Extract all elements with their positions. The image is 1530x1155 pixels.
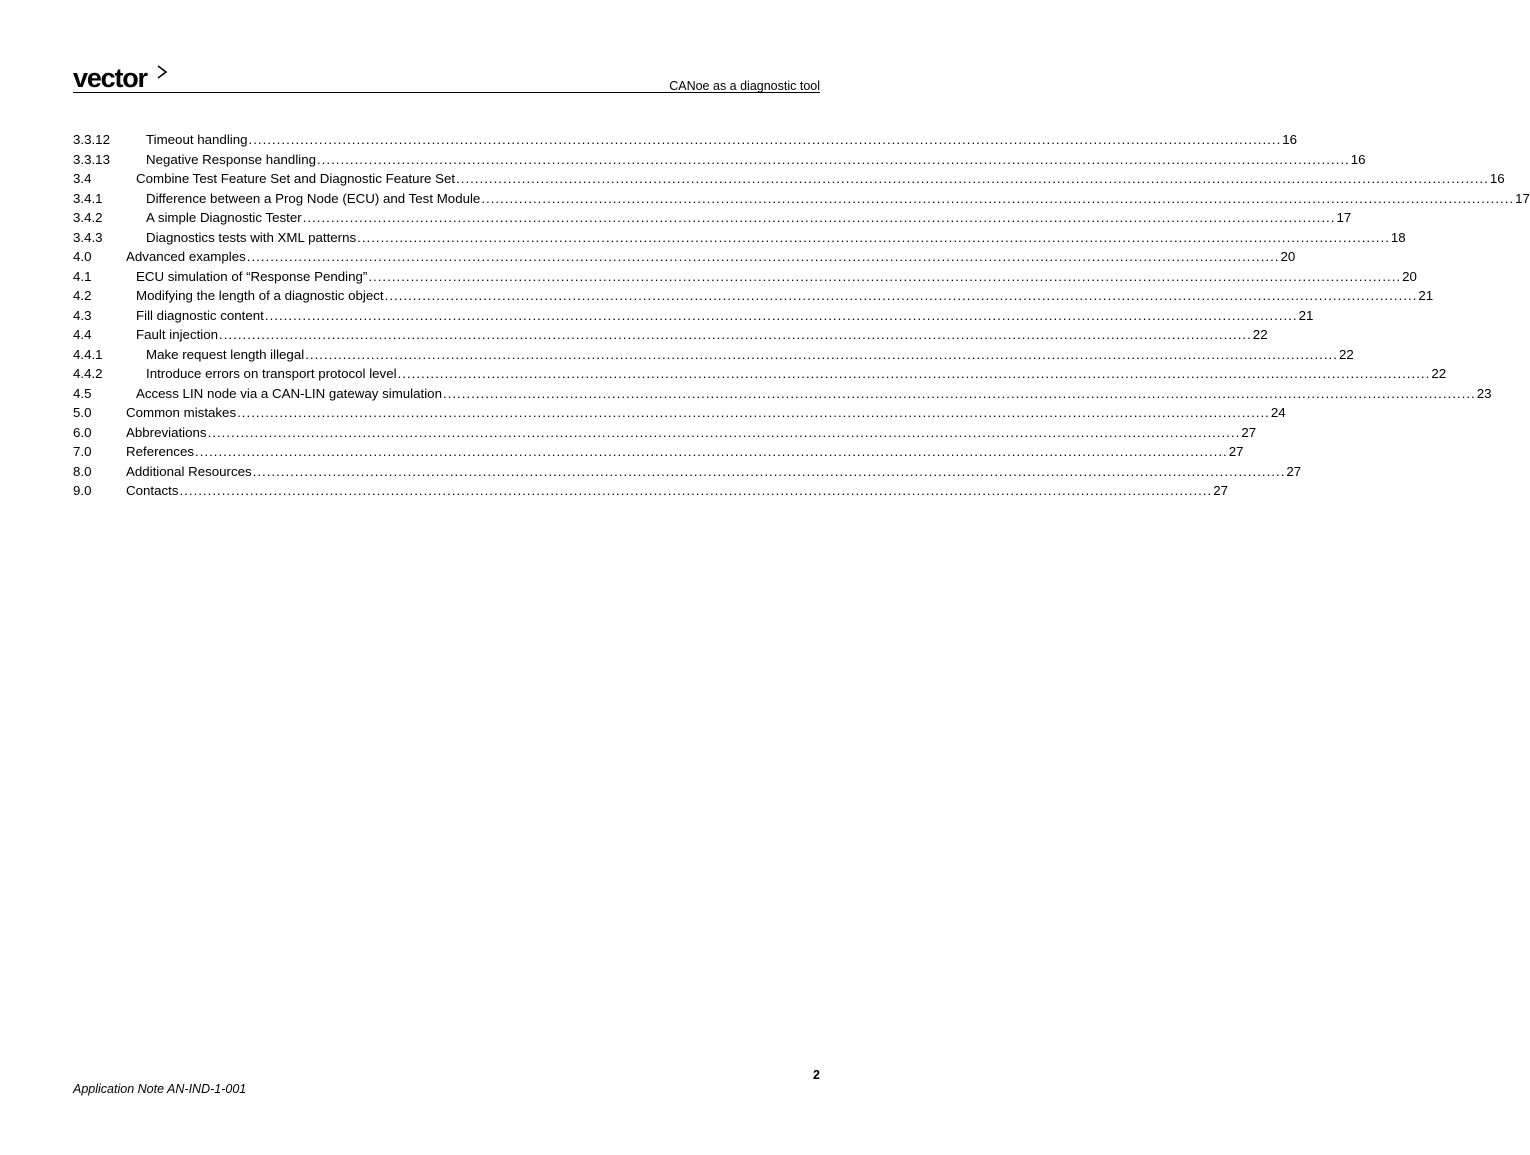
- toc-entry[interactable]: [73, 462, 1302, 482]
- toc-entry-page[interactable]: 22: [1338, 346, 1354, 362]
- toc-dot-leader: ............................................................................................................................................................................................................................: [237, 405, 1270, 420]
- toc-dot-leader: ............................................................................................................................................................................................................................: [384, 288, 1418, 303]
- toc-entry[interactable]: [73, 403, 1286, 423]
- toc-entry-page[interactable]: 22: [1252, 327, 1268, 342]
- toc-entry-page[interactable]: 20: [1280, 249, 1296, 264]
- toc-entry[interactable]: [73, 345, 1354, 365]
- toc-entry-number: 3.4.2: [73, 210, 103, 225]
- toc-entry-page[interactable]: 27: [1228, 444, 1244, 459]
- toc-entry[interactable]: [73, 208, 1352, 228]
- toc-dot-leader: ............................................................................................................................................................................................................................: [207, 424, 1241, 440]
- toc-entry-page[interactable]: 16: [1350, 151, 1366, 167]
- toc-entry[interactable]: [73, 325, 1268, 345]
- toc-entry-page[interactable]: 27: [1286, 463, 1302, 479]
- header-divider: [73, 92, 820, 93]
- toc-entry-title[interactable]: Difference between a Prog Node (ECU) and Test Module: [146, 190, 481, 206]
- toc-entry-title[interactable]: ECU simulation of “Response Pending”: [136, 268, 368, 284]
- toc-entry[interactable]: [73, 247, 1296, 267]
- toc-entry-title[interactable]: Fault injection: [136, 327, 219, 342]
- toc-entry-number: 3.4.1: [73, 190, 103, 206]
- toc-dot-leader: ............................................................................................................................................................................................................................: [368, 268, 1402, 284]
- toc-entry[interactable]: [73, 306, 1314, 326]
- toc-entry-number: 5.0: [73, 405, 92, 420]
- toc-entry-title[interactable]: Access LIN node via a CAN-LIN gateway simulation: [136, 385, 442, 401]
- toc-entry-title[interactable]: Make request length illegal: [146, 346, 305, 362]
- toc-entry-page[interactable]: 27: [1213, 483, 1229, 498]
- toc-entry-number: 6.0: [73, 424, 92, 440]
- toc-entry-title[interactable]: Common mistakes: [126, 405, 237, 420]
- toc-entry-page[interactable]: 16: [1282, 132, 1298, 147]
- toc-entry-title[interactable]: Diagnostics tests with XML patterns: [146, 229, 357, 245]
- toc-dot-leader: ............................................................................................................................................................................................................................: [219, 327, 1252, 342]
- toc-dot-leader: ............................................................................................................................................................................................................................: [481, 190, 1515, 206]
- toc-entry-page[interactable]: 21: [1298, 307, 1314, 323]
- toc-entry-page[interactable]: 23: [1476, 385, 1492, 401]
- toc-dot-leader: ............................................................................................................................................................................................................................: [179, 483, 1213, 498]
- toc-entry-number: 4.1: [73, 268, 92, 284]
- toc-entry-title[interactable]: A simple Diagnostic Tester: [146, 210, 302, 225]
- toc-dot-leader: ............................................................................................................................................................................................................................: [317, 151, 1350, 167]
- toc-entry-title[interactable]: Timeout handling: [146, 132, 248, 147]
- toc-entry-title[interactable]: Contacts: [126, 483, 179, 498]
- toc-entry-number: 4.5: [73, 385, 92, 401]
- toc-entry-number: 7.0: [73, 444, 92, 459]
- toc-entry[interactable]: [73, 364, 1447, 384]
- toc-entry-number: 8.0: [73, 463, 92, 479]
- toc-entry[interactable]: [73, 169, 1505, 189]
- toc-entry-title[interactable]: Advanced examples: [126, 249, 246, 264]
- toc-entry-number: 4.2: [73, 288, 92, 303]
- toc-entry[interactable]: [73, 130, 1298, 150]
- toc-entry-number: 3.3.12: [73, 132, 110, 147]
- toc-entry-title[interactable]: Modifying the length of a diagnostic object: [136, 288, 384, 303]
- toc-entry-number: 3.4: [73, 171, 92, 186]
- toc-dot-leader: ............................................................................................................................................................................................................................: [302, 210, 1336, 225]
- toc-entry[interactable]: [73, 189, 1530, 209]
- toc-entry-page[interactable]: 24: [1270, 405, 1286, 420]
- toc-entry-page[interactable]: 22: [1431, 366, 1447, 381]
- toc-entry[interactable]: [73, 384, 1492, 404]
- toc-entry-title[interactable]: Negative Response handling: [146, 151, 317, 167]
- toc-entry-title[interactable]: Combine Test Feature Set and Diagnostic Feature Set: [136, 171, 456, 186]
- toc-entry-number: 4.4.1: [73, 346, 103, 362]
- toc-entry-page[interactable]: 20: [1402, 268, 1417, 284]
- toc-entry-number: 3.3.13: [73, 151, 110, 167]
- page-number: 2: [813, 1068, 820, 1082]
- toc-entry-number: 4.4: [73, 327, 92, 342]
- toc-entry-page[interactable]: 27: [1241, 424, 1257, 440]
- toc-entry-title[interactable]: Fill diagnostic content: [136, 307, 264, 323]
- toc-entry-page[interactable]: 17: [1336, 210, 1352, 225]
- footer-note: Application Note AN-IND-1-001: [73, 1082, 247, 1096]
- table-of-contents: [73, 130, 1530, 501]
- toc-entry-number: 4.0: [73, 249, 92, 264]
- toc-entry-page[interactable]: 21: [1418, 288, 1434, 303]
- page-header: [73, 62, 820, 94]
- toc-entry-title[interactable]: Abbreviations: [126, 424, 207, 440]
- toc-dot-leader: ............................................................................................................................................................................................................................: [264, 307, 1298, 323]
- toc-entry[interactable]: [73, 228, 1406, 248]
- toc-entry[interactable]: [73, 442, 1244, 462]
- toc-dot-leader: ............................................................................................................................................................................................................................: [248, 132, 1282, 147]
- toc-dot-leader: ............................................................................................................................................................................................................................: [305, 346, 1338, 362]
- toc-entry-title[interactable]: References: [126, 444, 194, 459]
- toc-entry-number: 4.3: [73, 307, 92, 323]
- toc-entry-number: 3.4.3: [73, 229, 103, 245]
- toc-dot-leader: ............................................................................................................................................................................................................................: [397, 366, 1431, 381]
- document-title: CANoe as a diagnostic tool: [669, 79, 820, 93]
- vector-logo-icon: [73, 62, 173, 93]
- toc-dot-leader: ............................................................................................................................................................................................................................: [442, 385, 1476, 401]
- toc-entry-number: 9.0: [73, 483, 92, 498]
- toc-entry-page[interactable]: 17: [1515, 190, 1530, 206]
- toc-dot-leader: ............................................................................................................................................................................................................................: [195, 444, 1228, 459]
- toc-entry-page[interactable]: 16: [1489, 171, 1505, 186]
- toc-entry[interactable]: [73, 286, 1434, 306]
- toc-entry-title[interactable]: Introduce errors on transport protocol level: [146, 366, 397, 381]
- toc-entry[interactable]: [73, 481, 1229, 501]
- toc-entry[interactable]: [73, 267, 1417, 287]
- toc-dot-leader: ............................................................................................................................................................................................................................: [252, 463, 1286, 479]
- toc-dot-leader: ............................................................................................................................................................................................................................: [246, 249, 1280, 264]
- toc-entry-number: 4.4.2: [73, 366, 103, 381]
- toc-dot-leader: ............................................................................................................................................................................................................................: [357, 229, 1390, 245]
- toc-entry-page[interactable]: 18: [1390, 229, 1406, 245]
- toc-dot-leader: ............................................................................................................................................................................................................................: [456, 171, 1489, 186]
- svg-text:vector: vector: [73, 63, 147, 93]
- toc-entry-title[interactable]: Additional Resources: [126, 463, 252, 479]
- toc-entry[interactable]: [73, 423, 1257, 443]
- toc-entry[interactable]: [73, 150, 1366, 170]
